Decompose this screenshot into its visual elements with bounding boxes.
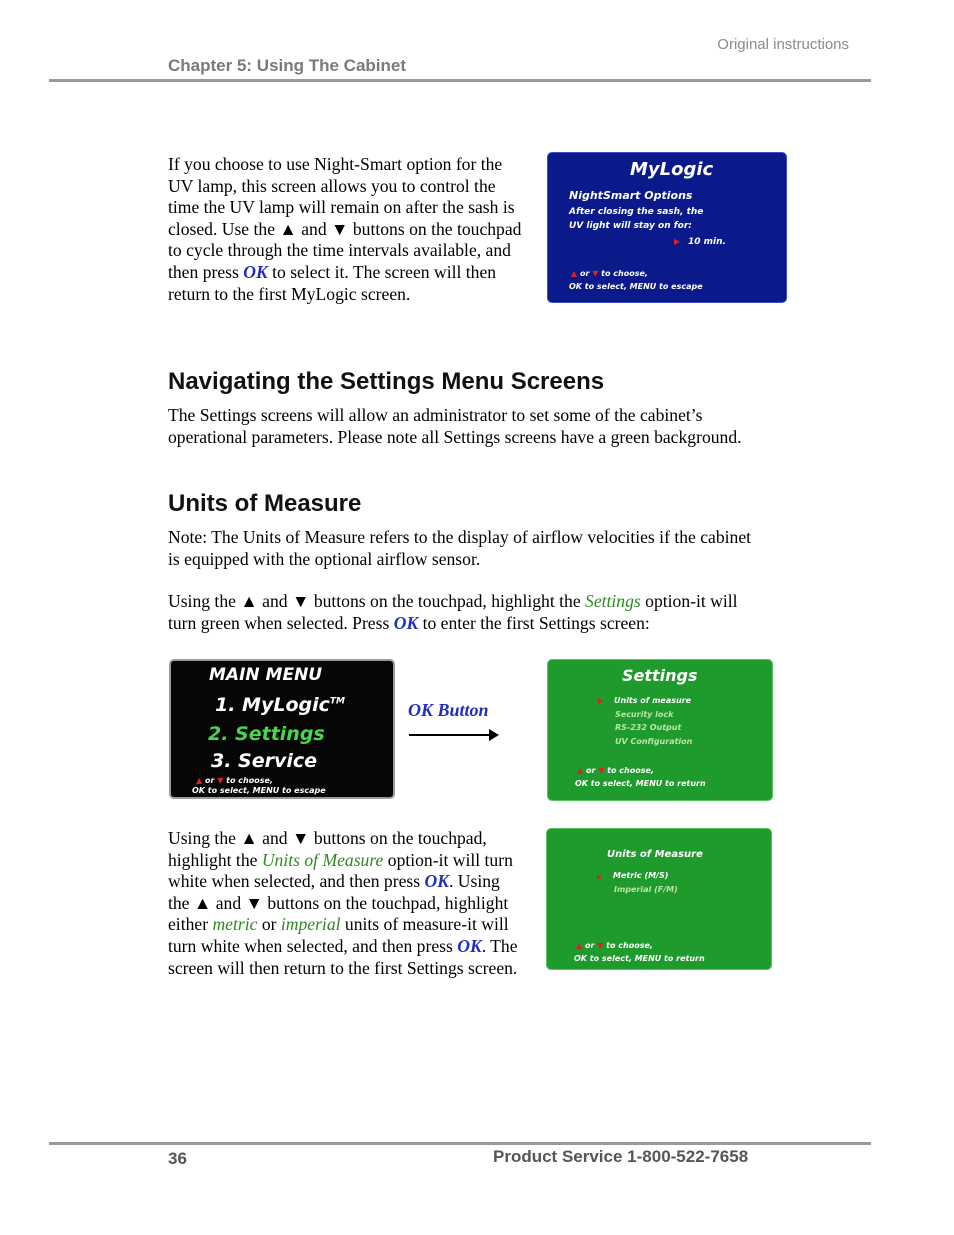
- up-arrow-icon: ▲: [196, 776, 203, 785]
- down-arrow-icon: ▼: [291, 591, 310, 611]
- footer-divider: [49, 1142, 871, 1145]
- nightsmart-text-3: to select it. The screen will then return to the first MyLogic screen.: [168, 261, 497, 304]
- screen-line-1: After closing the sash, the: [569, 207, 704, 217]
- product-service-phone: Product Service 1-800-522-7658: [493, 1147, 749, 1166]
- nightsmart-text-1: If you choose to use Night-Smart option for the UV lamp, this screen allows you to control the time the UV lamp will remain on after the sash is closed. Use the: [168, 154, 515, 239]
- screen-hint-1: ▲ or ▼ to choose,: [571, 269, 648, 278]
- up-arrow-icon: ▲: [576, 941, 583, 950]
- page-number: 36: [168, 1149, 187, 1168]
- screen-hint-1: ▲ or ▼ to choose,: [577, 766, 654, 775]
- down-arrow-icon: ▼: [597, 941, 604, 950]
- chapter-title: Chapter 5: Using The Cabinet: [168, 56, 407, 75]
- screen-line-2: UV light will stay on for:: [569, 221, 692, 231]
- ok-keyword: OK: [424, 871, 449, 892]
- settings-keyword: Settings: [585, 591, 641, 611]
- up-arrow-icon: ▲: [577, 766, 584, 775]
- time-interval-value: 10 min.: [688, 237, 726, 247]
- screen-hint-1: ▲ or ▼ to choose,: [196, 776, 273, 785]
- screen-hint-2: OK to select, MENU to return: [574, 954, 705, 963]
- menu-item-settings: 2. Settings: [208, 723, 325, 745]
- up-arrow-icon: ▲: [279, 218, 297, 239]
- main-menu-screen: [169, 659, 395, 799]
- screen-hint-1: ▲ or ▼ to choose,: [576, 941, 653, 950]
- main-menu-title: MAIN MENU: [209, 665, 323, 685]
- units-option-imperial: Imperial (F/M): [614, 885, 678, 894]
- down-arrow-icon: ▼: [217, 776, 224, 785]
- ok-keyword: OK: [393, 612, 419, 633]
- settings-screen-title: Settings: [622, 666, 698, 685]
- ok-button-label: OK Button: [408, 700, 489, 720]
- down-arrow-icon: ▼: [331, 218, 349, 239]
- up-arrow-icon: ▲: [571, 269, 578, 278]
- units-screen-title: Units of Measure: [607, 849, 703, 860]
- down-arrow-icon: ▼: [592, 269, 599, 278]
- header-divider: [49, 79, 871, 82]
- units-instructions: Using the ▲ and ▼ buttons on the touchpad, highlight the Settings option-it will turn green when selected. Press OK to enter the first Settings screen:: [168, 591, 738, 633]
- settings-item-units: Units of measure: [614, 696, 692, 705]
- menu-item-service: 3. Service: [211, 750, 318, 772]
- arrow-line: [409, 734, 491, 736]
- settings-item-uv: UV Configuration: [615, 737, 693, 746]
- nightsmart-paragraph: [168, 154, 530, 305]
- units-note: Note: The Units of Measure refers to the display of airflow velocities if the cabinet is equipped with the optional airflow sensor.: [168, 527, 752, 569]
- screen-title: MyLogic: [630, 159, 714, 180]
- selection-marker-icon: ▶: [597, 873, 603, 881]
- screen-subtitle: NightSmart Options: [569, 189, 693, 202]
- units-section-heading: Units of Measure: [168, 490, 362, 517]
- units-of-measure-screen: [546, 828, 772, 970]
- metric-keyword: metric: [212, 914, 258, 935]
- screen-hint-2: OK to select, MENU to return: [575, 779, 706, 788]
- down-arrow-icon: ▼: [598, 766, 605, 775]
- selection-marker-icon: ▶: [674, 237, 681, 246]
- arrow-right-icon: [489, 729, 499, 741]
- ok-keyword: OK: [243, 261, 268, 282]
- down-arrow-icon: ▼: [291, 828, 310, 848]
- selection-marker-icon: ▶: [598, 697, 604, 705]
- up-arrow-icon: ▲: [240, 828, 258, 848]
- imperial-keyword: imperial: [280, 914, 341, 935]
- nightsmart-text-2: buttons on the touchpad to cycle through the time intervals available, and then press: [168, 218, 522, 282]
- original-instructions-label: Original instructions: [717, 36, 849, 53]
- up-arrow-icon: ▲: [240, 591, 258, 611]
- settings-screen: [547, 659, 773, 801]
- settings-item-rs232: RS-232 Output: [615, 723, 682, 732]
- screen-hint-2: OK to select, MENU to escape: [569, 282, 703, 291]
- up-arrow-icon: ▲: [193, 892, 212, 913]
- settings-section-body: The Settings screens will allow an administrator to set some of the cabinet’s operational parameters. Please note all Settings screens have a green background.: [168, 405, 742, 447]
- units-select-paragraph: Using the ▲ and ▼ buttons on the touchpad, highlight the Units of Measure option-it will turn white when selected, and then press OK. Using the ▲ and ▼ buttons on the touchpad, highlight either metric or imperial units of measure-it will turn white when selected, and then press OK. The screen will then return to the first Settings screen.: [168, 828, 518, 978]
- settings-section-heading: Navigating the Settings Menu Screens: [168, 368, 605, 395]
- settings-item-security: Security lock: [615, 710, 674, 719]
- units-option-metric: Metric (M/S): [613, 871, 669, 880]
- down-arrow-icon: ▼: [245, 892, 263, 913]
- nightsmart-options-screen: [547, 152, 787, 303]
- menu-item-mylogic: 1. MyLogic™: [215, 694, 345, 716]
- ok-keyword: OK: [457, 935, 482, 956]
- screen-hint-2: OK to select, MENU to escape: [192, 786, 326, 795]
- and-word: and: [301, 218, 327, 239]
- units-of-measure-keyword: Units of Measure: [261, 849, 384, 870]
